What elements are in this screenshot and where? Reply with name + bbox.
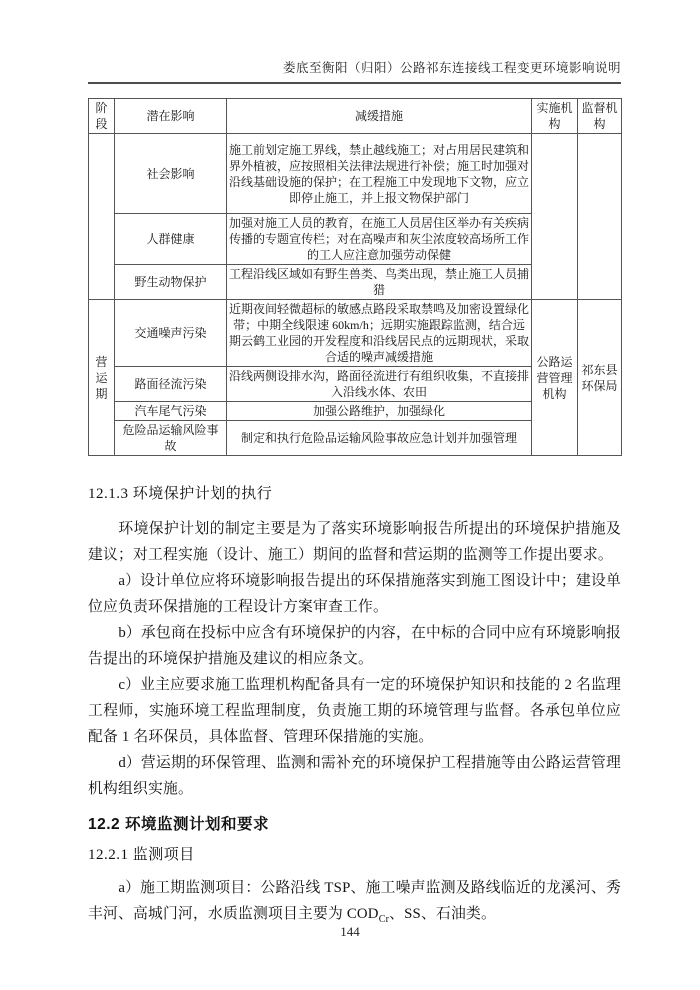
measure-cell: 近期夜间轻微超标的敏感点路段采取禁鸣及加密设置绿化带；中期全线限速 60km/h；远期实施跟踪监测，结合远期云鹤工业园的开发程度和沿线居民点的远期现状，采取合适的噪声减缓措施 bbox=[227, 300, 532, 367]
section-heading-12-2: 12.2 环境监测计划和要求 bbox=[88, 816, 269, 833]
page-content bbox=[88, 60, 621, 927]
page-number: 144 bbox=[340, 924, 360, 939]
mitigation-measures-table bbox=[88, 98, 622, 456]
impact-cell: 人群健康 bbox=[115, 214, 227, 265]
implementing-org-cell bbox=[532, 134, 578, 300]
header-measure: 减缓措施 bbox=[227, 99, 532, 134]
measure-cell: 制定和执行危险品运输风险事故应急计划并加强管理 bbox=[227, 421, 532, 456]
page-header-rule bbox=[88, 60, 621, 84]
paragraph: 环境保护计划的制定主要是为了落实环境影响报告所提出的环境保护措施及建议；对工程实施（设计、施工）期间的监督和营运期的监测等工作提出要求。 bbox=[88, 521, 621, 563]
paragraph-monitoring-items bbox=[88, 875, 621, 927]
impact-cell: 交通噪声污染 bbox=[115, 300, 227, 367]
section-heading-12-2-1: 12.2.1 监测项目 bbox=[88, 847, 195, 863]
paragraph-item-d: d）营运期的环保管理、监测和需补充的环境保护工程措施等由公路运营管理机构组织实施。 bbox=[88, 755, 621, 797]
measure-cell: 沿线两侧设排水沟，路面径流进行有组织收集，不直接排入沿线水体、农田 bbox=[227, 367, 532, 402]
header-impact: 潜在影响 bbox=[115, 99, 227, 134]
table-header-row bbox=[89, 99, 622, 134]
monitoring-text-prefix: a）施工期监测项目：公路沿线 TSP、施工噪声监测及路线临近的龙溪河、秀丰河、高城门河，水质监测项目主要为 COD bbox=[88, 880, 621, 922]
monitoring-text-suffix: 、SS、石油类。 bbox=[389, 906, 496, 922]
impact-cell: 路面径流污染 bbox=[115, 367, 227, 402]
supervising-org-cell bbox=[578, 134, 622, 300]
stage-cell: 营运期 bbox=[89, 300, 115, 456]
measure-cell: 工程沿线区域如有野生兽类、鸟类出现，禁止施工人员捕猎 bbox=[227, 265, 532, 300]
cod-subscript: Cr bbox=[378, 913, 390, 925]
measure-cell: 施工前划定施工界线，禁止越线施工；对占用居民建筑和界外植被，应按照相关法律法规进行补偿；施工时加强对沿线基础设施的保护；在工程施工中发现地下文物，应立即停止施工，并上报文物保护部门 bbox=[227, 134, 532, 214]
impact-cell: 危险品运输风险事故 bbox=[115, 421, 227, 456]
header-stage: 阶段 bbox=[89, 99, 115, 134]
implementing-org-cell: 公路运营管理机构 bbox=[532, 300, 578, 456]
measure-cell: 加强对施工人员的教育，在施工人员居住区举办有关疾病传播的专题宣传栏；对在高噪声和灰尘浓度较高场所工作的工人应注意加强劳动保健 bbox=[227, 214, 532, 265]
page-header-title: 娄底至衡阳（归阳）公路祁东连接线工程变更环境影响说明 bbox=[282, 61, 621, 75]
supervising-org-cell: 祁东县环保局 bbox=[578, 300, 622, 456]
table-row bbox=[89, 134, 622, 214]
section-heading-12-1-3: 12.1.3 环境保护计划的执行 bbox=[88, 486, 273, 502]
impact-cell: 社会影响 bbox=[115, 134, 227, 214]
paragraph-item-b: b）承包商在投标中应含有环境保护的内容，在中标的合同中应有环境影响报告提出的环境保护措施及建议的相应条文。 bbox=[88, 625, 621, 667]
stage-cell bbox=[89, 134, 115, 300]
measure-cell: 加强公路维护，加强绿化 bbox=[227, 402, 532, 421]
impact-cell: 野生动物保护 bbox=[115, 265, 227, 300]
header-supervising-org: 监督机构 bbox=[578, 99, 622, 134]
table-row bbox=[89, 300, 622, 367]
paragraph-item-a: a）设计单位应将环境影响报告提出的环保措施落实到施工图设计中；建设单位应负责环保措施的工程设计方案审查工作。 bbox=[88, 573, 621, 615]
impact-cell: 汽车尾气污染 bbox=[115, 402, 227, 421]
paragraph-item-c: c）业主应要求施工监理机构配备具有一定的环境保护知识和技能的 2 名监理工程师，实施环境工程监理制度，负责施工期的环境管理与监督。各承包单位应配备 1 名环保员，具体监督、管理环保措施的实施。 bbox=[88, 677, 621, 745]
header-implementing-org: 实施机构 bbox=[532, 99, 578, 134]
